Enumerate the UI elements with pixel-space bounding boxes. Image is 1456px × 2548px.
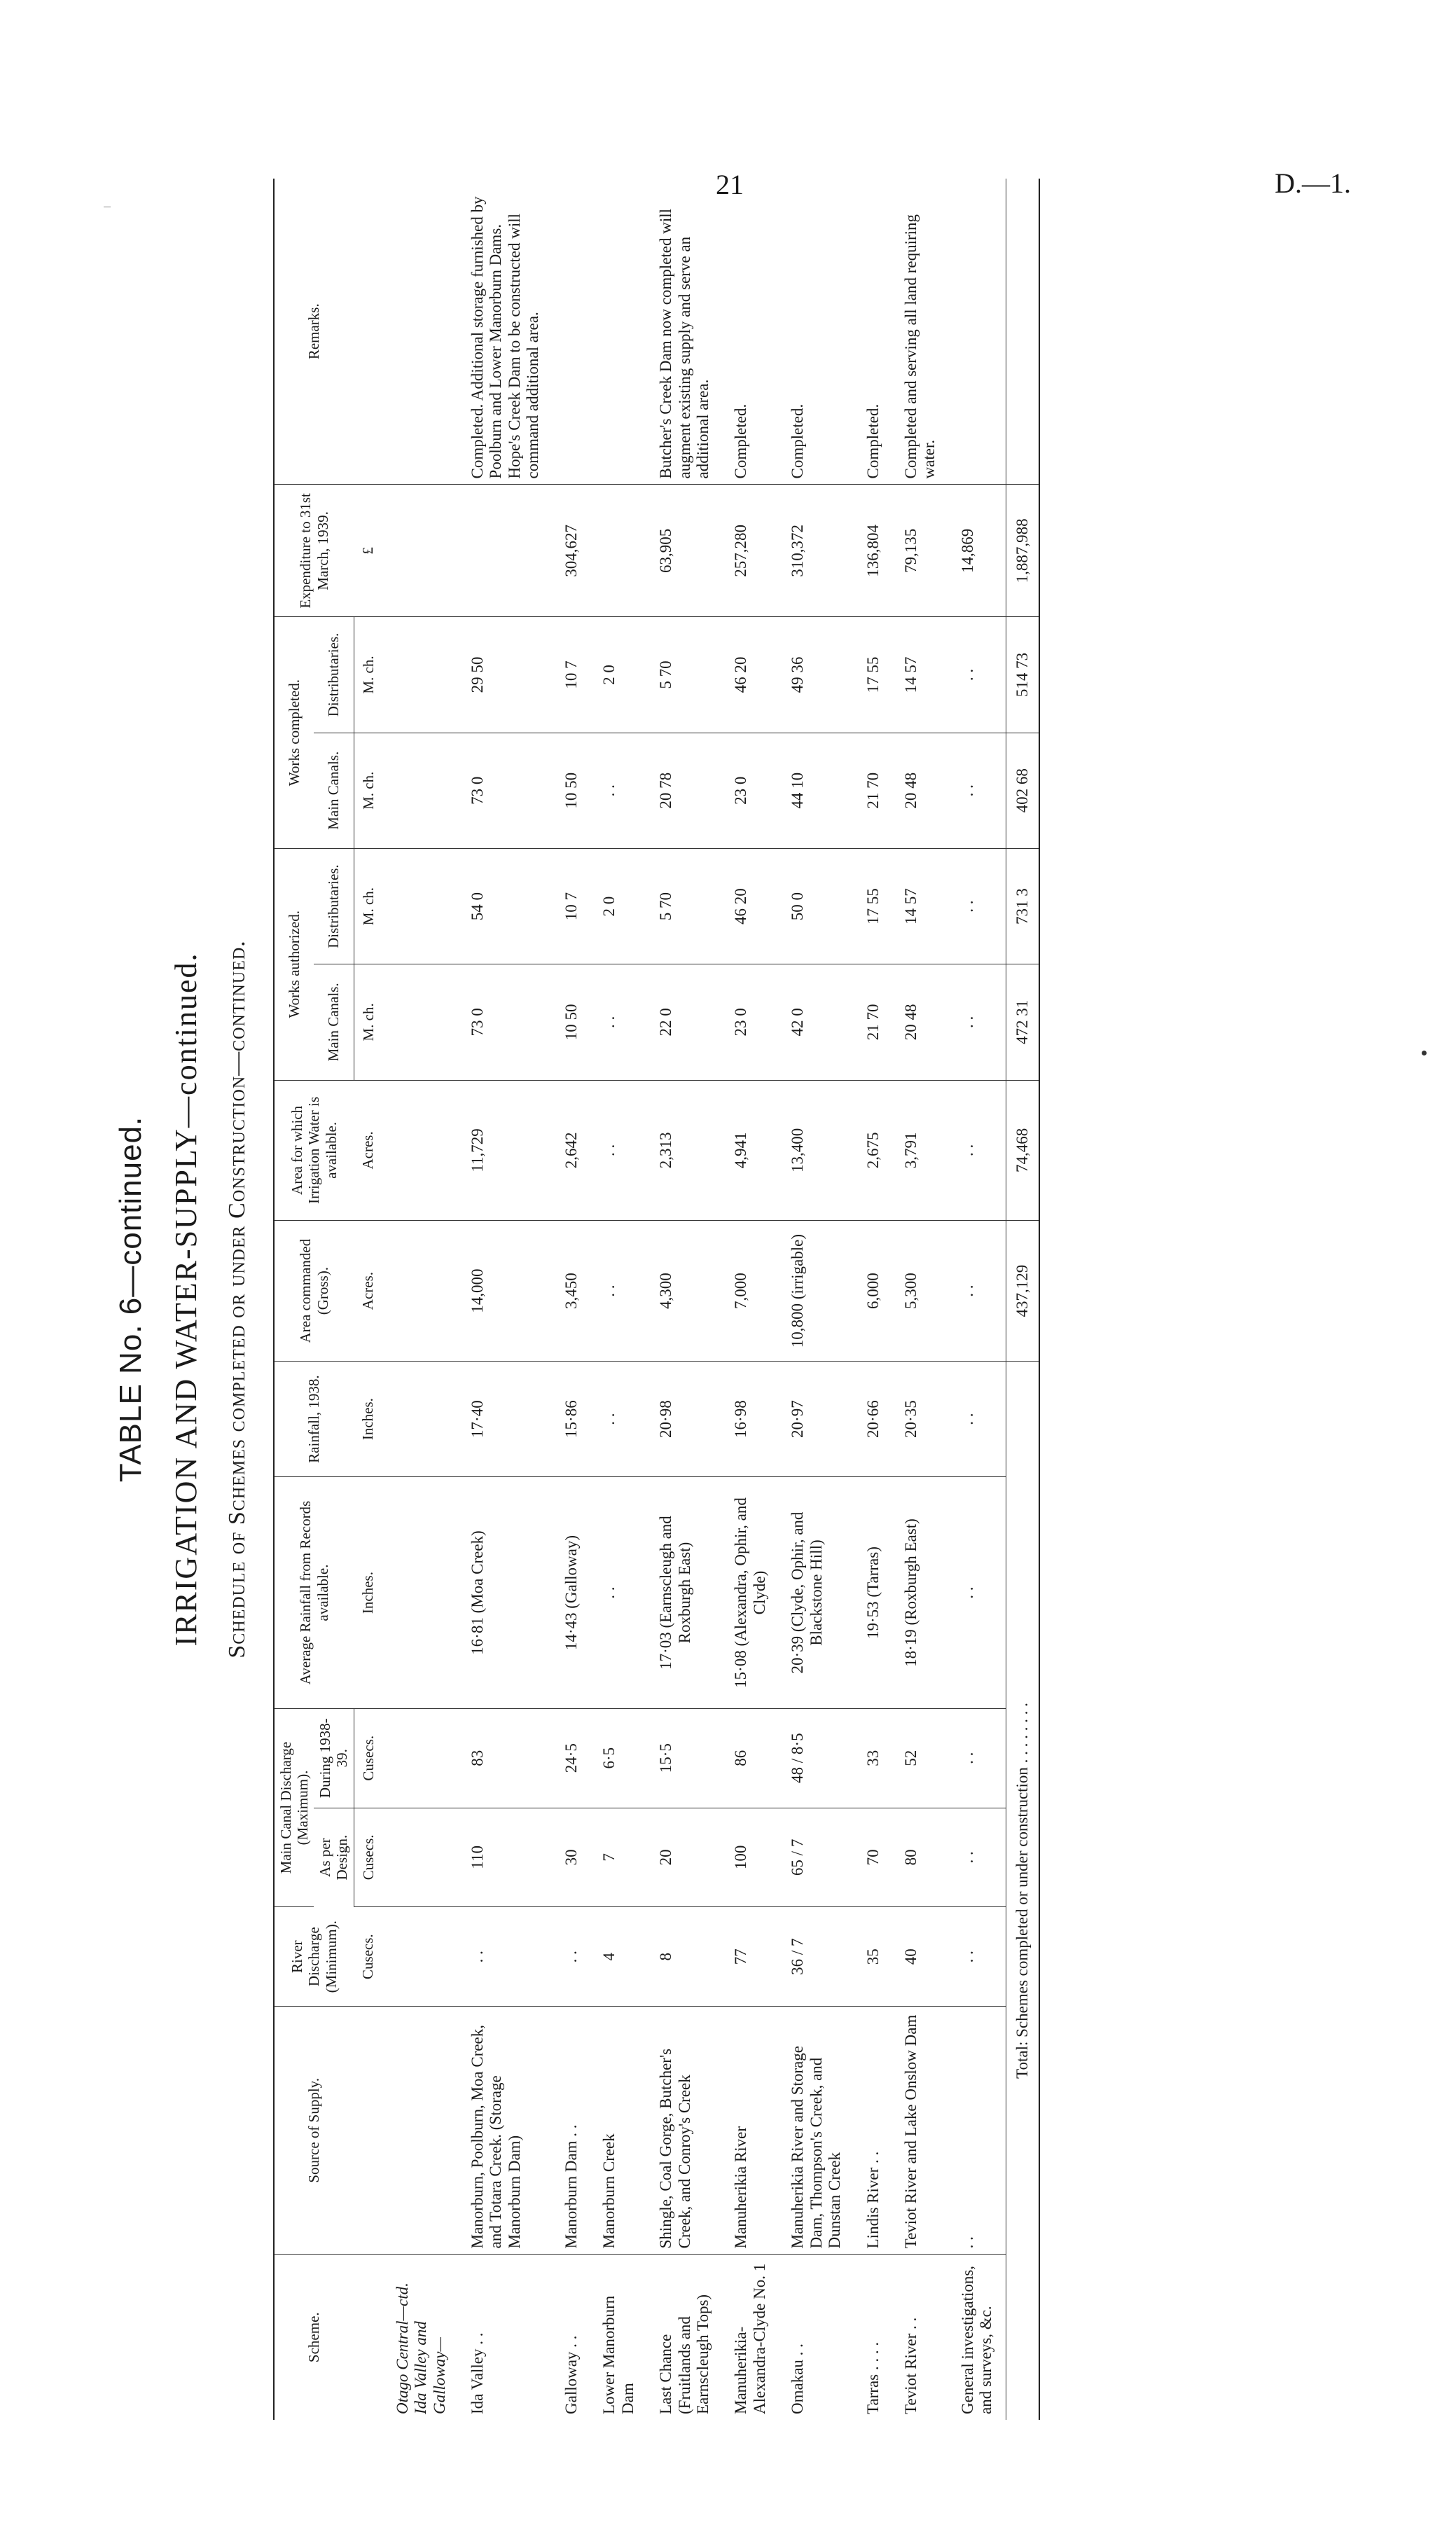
expenditure-cell (384, 485, 459, 617)
expenditure-cell: 136,804 (854, 485, 892, 617)
source-cell: . . (949, 2007, 1006, 2255)
header-authorized-distributaries: Distributaries. (314, 848, 354, 964)
table-row (647, 179, 722, 2420)
authorized-main-cell: . . (590, 964, 647, 1080)
source-cell (384, 2007, 459, 2255)
river-discharge-cell: 36 / 7 (779, 1907, 854, 2007)
table-row (892, 179, 949, 2420)
authorized-dist-cell: 10 7 (553, 848, 590, 964)
remarks-cell: Completed. (779, 179, 854, 485)
average-rainfall-cell: 20·39 (Clyde, Ophir, and Blackstone Hill) (779, 1477, 854, 1709)
expenditure-cell: 79,135 (892, 485, 949, 617)
design-discharge-cell: 70 (854, 1808, 892, 1907)
authorized-dist-cell: 46 20 (722, 848, 779, 964)
total-label: Total: Schemes completed or under construction . . . . . . . . (1006, 1361, 1039, 2420)
completed-dist-cell: 10 7 (553, 617, 590, 733)
remarks-cell (553, 179, 590, 485)
table-row (459, 179, 553, 2420)
unit-cell: M. ch. (354, 848, 384, 964)
completed-main-cell: 73 0 (459, 733, 553, 848)
during-discharge-cell: . . (949, 1708, 1006, 1808)
remarks-cell (384, 179, 459, 485)
scheme-cell: Manuherikia-Alexandra-Clyde No. 1 (732, 2263, 768, 2414)
total-row (1006, 179, 1039, 2420)
table-row (590, 179, 647, 2420)
area-commanded-cell: 14,000 (459, 1221, 553, 1362)
source-cell: Manuherikia River and Storage Dam, Thompson's Creek, and Dunstan Creek (779, 2007, 854, 2255)
completed-dist-cell: 14 57 (892, 617, 949, 733)
authorized-dist-cell (384, 848, 459, 964)
authorized-main-cell: 73 0 (459, 964, 553, 1080)
river-discharge-cell: . . (553, 1907, 590, 2007)
table-row (722, 179, 779, 2420)
design-discharge-cell: 100 (722, 1808, 779, 1907)
average-rainfall-cell (384, 1477, 459, 1709)
design-discharge-cell: 30 (553, 1808, 590, 1907)
authorized-main-cell: 23 0 (722, 964, 779, 1080)
total-completed-main: 402 68 (1006, 733, 1039, 848)
river-discharge-cell: 77 (722, 1907, 779, 2007)
authorized-dist-cell: 54 0 (459, 848, 553, 964)
authorized-main-cell: 21 70 (854, 964, 892, 1080)
source-cell: Lindis River . . (854, 2007, 892, 2255)
header-works-completed: Works completed. (274, 617, 314, 849)
during-discharge-cell: 6·5 (590, 1708, 647, 1808)
header-source: Source of Supply. (274, 2007, 354, 2255)
area-commanded-cell: 7,000 (722, 1221, 779, 1362)
unit-cell: M. ch. (354, 964, 384, 1080)
during-discharge-cell (384, 1708, 459, 1808)
unit-cell: M. ch. (354, 617, 384, 733)
design-discharge-cell: . . (949, 1808, 1006, 1907)
expenditure-cell: 63,905 (647, 485, 722, 617)
page-number: 21 (716, 169, 744, 200)
header-works-authorized: Works authorized. (274, 848, 314, 1080)
during-discharge-cell: 52 (892, 1708, 949, 1808)
completed-dist-cell: 46 20 (722, 617, 779, 733)
completed-main-cell: 20 78 (647, 733, 722, 848)
header-authorized-main-canals: Main Canals. (314, 964, 354, 1080)
unit-cell: Cusecs. (354, 1808, 384, 1907)
scheme-cell: Last Chance (Fruitlands and Earnscleugh Tops) (657, 2294, 712, 2414)
completed-dist-cell: . . (949, 617, 1006, 733)
total-expenditure: 1,887,988 (1006, 485, 1039, 617)
completed-dist-cell: 2 0 (590, 617, 647, 733)
area-commanded-cell: . . (949, 1221, 1006, 1362)
header-area-available: Area for which Irrigation Water is available. (274, 1080, 354, 1221)
during-discharge-cell: 15·5 (647, 1708, 722, 1808)
average-rainfall-cell: . . (949, 1477, 1006, 1709)
authorized-main-cell (384, 964, 459, 1080)
table-row (779, 179, 854, 2420)
rainfall-cell: 15·86 (553, 1361, 590, 1476)
authorized-main-cell: 22 0 (647, 964, 722, 1080)
remarks-cell: Completed and serving all land requiring water. (892, 179, 949, 485)
table-label: TABLE No. 6—continued. (113, 1116, 148, 1483)
rainfall-cell: 16·98 (722, 1361, 779, 1476)
remarks-cell: Completed. (854, 179, 892, 485)
area-available-cell: 2,313 (647, 1080, 722, 1221)
authorized-dist-cell: 17 55 (854, 848, 892, 964)
header-average-rainfall: Average Rainfall from Records available. (274, 1477, 354, 1709)
header-as-per-design: As per Design. (314, 1808, 354, 1907)
completed-main-cell: . . (949, 733, 1006, 848)
total-completed-dist: 514 73 (1006, 617, 1039, 733)
scheme-cell: Ida Valley . . (469, 2332, 487, 2414)
header-completed-distributaries: Distributaries. (314, 617, 354, 733)
unit-cell: £ (354, 485, 384, 617)
rainfall-cell: 20·97 (779, 1361, 854, 1476)
total-authorized-dist: 731 3 (1006, 848, 1039, 964)
irrigation-schedule-table (273, 179, 1040, 2420)
expenditure-cell (590, 485, 647, 617)
average-rainfall-cell: 18·19 (Roxburgh East) (892, 1477, 949, 1709)
area-commanded-cell: 10,800 (irrigable) (779, 1221, 854, 1362)
header-rainfall-1938: Rainfall, 1938. (274, 1361, 354, 1476)
header-river-discharge: River Discharge (Minimum). (274, 1907, 354, 2007)
rainfall-cell: . . (590, 1361, 647, 1476)
area-commanded-cell (384, 1221, 459, 1362)
during-discharge-cell: 33 (854, 1708, 892, 1808)
authorized-main-cell: 42 0 (779, 964, 854, 1080)
design-discharge-cell: 65 / 7 (779, 1808, 854, 1907)
river-discharge-cell: . . (459, 1907, 553, 2007)
completed-main-cell: 23 0 (722, 733, 779, 848)
document-reference: D.—1. (1275, 167, 1351, 199)
scheme-cell: Omakau . . (789, 2343, 807, 2414)
header-area-commanded: Area commanded (Gross). (274, 1221, 354, 1362)
header-canal-discharge: Main Canal Discharge (Maximum). (274, 1708, 314, 1906)
remarks-cell: Completed. (722, 179, 779, 485)
area-available-cell: . . (949, 1080, 1006, 1221)
completed-main-cell: 10 50 (553, 733, 590, 848)
area-commanded-cell: 5,300 (892, 1221, 949, 1362)
rainfall-cell: 20·35 (892, 1361, 949, 1476)
completed-main-cell: . . (590, 733, 647, 848)
total-authorized-main: 472 31 (1006, 964, 1039, 1080)
area-available-cell: 3,791 (892, 1080, 949, 1221)
table-row (553, 179, 590, 2420)
expenditure-cell: 257,280 (722, 485, 779, 617)
area-available-cell (384, 1080, 459, 1221)
completed-main-cell: 20 48 (892, 733, 949, 848)
header-completed-main-canals: Main Canals. (314, 733, 354, 848)
design-discharge-cell: 7 (590, 1808, 647, 1907)
river-discharge-cell (384, 1907, 459, 2007)
total-area-available: 74,468 (1006, 1080, 1039, 1221)
authorized-dist-cell: . . (949, 848, 1006, 964)
completed-main-cell: 44 10 (779, 733, 854, 848)
unit-cell: Cusecs. (354, 1708, 384, 1808)
source-cell: Manorburn Dam . . (553, 2007, 590, 2255)
source-cell: Manorburn, Poolburn, Moa Creek, and Totara Creek. (Storage Manorburn Dam) (459, 2007, 553, 2255)
during-discharge-cell: 24·5 (553, 1708, 590, 1808)
ink-speck (1422, 1051, 1427, 1055)
completed-dist-cell: 5 70 (647, 617, 722, 733)
scheme-cell: Otago Central—ctd. Ida Valley and Galloway— (393, 2283, 448, 2414)
remarks-cell: Completed. Additional storage furnished by Poolburn and Lower Manorburn Dams. Hope's Creek Dam to be constructed will command additional area. (459, 179, 553, 485)
source-cell: Manuherikia River (722, 2007, 779, 2255)
average-rainfall-cell: . . (590, 1477, 647, 1709)
area-commanded-cell: 4,300 (647, 1221, 722, 1362)
authorized-main-cell: . . (949, 964, 1006, 1080)
authorized-dist-cell: 14 57 (892, 848, 949, 964)
completed-dist-cell: 49 36 (779, 617, 854, 733)
average-rainfall-cell: 15·08 (Alexandra, Ophir, and Clyde) (722, 1477, 779, 1709)
scheme-cell: General investigations, and surveys, &c. (958, 2265, 995, 2414)
rainfall-cell: . . (949, 1361, 1006, 1476)
source-cell: Shingle, Coal Gorge, Butcher's Creek, and Conroy's Creek (647, 2007, 722, 2255)
remarks-cell (590, 179, 647, 485)
unit-cell: Acres. (354, 1221, 384, 1362)
unit-cell: Inches. (354, 1477, 384, 1709)
table-row (384, 179, 459, 2420)
header-remarks: Remarks. (274, 179, 354, 485)
unit-cell: Acres. (354, 1080, 384, 1221)
header-expenditure: Expenditure to 31st March, 1939. (274, 485, 354, 617)
scheme-cell: Galloway . . (562, 2335, 580, 2414)
authorized-dist-cell: 5 70 (647, 848, 722, 964)
scheme-cell: Teviot River . . (902, 2317, 920, 2414)
river-discharge-cell: 8 (647, 1907, 722, 2007)
rainfall-cell: 17·40 (459, 1361, 553, 1476)
authorized-dist-cell: 50 0 (779, 848, 854, 964)
rainfall-cell (384, 1361, 459, 1476)
completed-dist-cell: 17 55 (854, 617, 892, 733)
expenditure-cell: 310,372 (779, 485, 854, 617)
remarks-cell: Butcher's Creek Dam now completed will augment existing supply and serve an additional area. (647, 179, 722, 485)
average-rainfall-cell: 16·81 (Moa Creek) (459, 1477, 553, 1709)
unit-cell: M. ch. (354, 733, 384, 848)
remarks-cell (949, 179, 1006, 485)
during-discharge-cell: 83 (459, 1708, 553, 1808)
authorized-main-cell: 10 50 (553, 964, 590, 1080)
river-discharge-cell: 4 (590, 1907, 647, 2007)
area-available-cell: 13,400 (779, 1080, 854, 1221)
average-rainfall-cell: 14·43 (Galloway) (553, 1477, 590, 1709)
table-row (854, 179, 892, 2420)
expenditure-cell: 304,627 (553, 485, 590, 617)
table-row (949, 179, 1006, 2420)
header-during-1938-39: During 1938-39. (314, 1708, 354, 1808)
expenditure-cell (459, 485, 553, 617)
area-available-cell: 4,941 (722, 1080, 779, 1221)
area-available-cell: 2,675 (854, 1080, 892, 1221)
river-discharge-cell: . . (949, 1907, 1006, 2007)
expenditure-cell: 14,869 (949, 485, 1006, 617)
design-discharge-cell: 20 (647, 1808, 722, 1907)
units-row (354, 179, 384, 2420)
completed-dist-cell (384, 617, 459, 733)
authorized-main-cell: 20 48 (892, 964, 949, 1080)
total-area-commanded: 437,129 (1006, 1221, 1039, 1362)
main-title: IRRIGATION AND WATER-SUPPLY—continued. (169, 952, 203, 1647)
scheme-cell: Tarras . . . . (864, 2341, 882, 2414)
rainfall-cell: 20·66 (854, 1361, 892, 1476)
design-discharge-cell: 80 (892, 1808, 949, 1907)
completed-dist-cell: 29 50 (459, 617, 553, 733)
river-discharge-cell: 35 (854, 1907, 892, 2007)
rotated-table-sheet (98, 179, 1079, 2420)
area-commanded-cell: 6,000 (854, 1221, 892, 1362)
rainfall-cell: 20·98 (647, 1361, 722, 1476)
area-commanded-cell: . . (590, 1221, 647, 1362)
completed-main-cell: 21 70 (854, 733, 892, 848)
authorized-dist-cell: 2 0 (590, 848, 647, 964)
unit-cell: Cusecs. (354, 1907, 384, 2007)
unit-cell: Inches. (354, 1361, 384, 1476)
area-commanded-cell: 3,450 (553, 1221, 590, 1362)
design-discharge-cell: 110 (459, 1808, 553, 1907)
area-available-cell: 11,729 (459, 1080, 553, 1221)
average-rainfall-cell: 17·03 (Earnscleugh and Roxburgh East) (647, 1477, 722, 1709)
scheme-cell: Lower Manorburn Dam (600, 2295, 637, 2414)
source-cell: Manorburn Creek (590, 2007, 647, 2255)
sub-title: Schedule of Schemes completed or under Construction—continued. (224, 940, 250, 1659)
during-discharge-cell: 48 / 8·5 (779, 1708, 854, 1808)
average-rainfall-cell: 19·53 (Tarras) (854, 1477, 892, 1709)
header-scheme: Scheme. (274, 2255, 354, 2420)
design-discharge-cell (384, 1808, 459, 1907)
source-cell: Teviot River and Lake Onslow Dam (892, 2007, 949, 2255)
area-available-cell: . . (590, 1080, 647, 1221)
river-discharge-cell: 40 (892, 1907, 949, 2007)
during-discharge-cell: 86 (722, 1708, 779, 1808)
area-available-cell: 2,642 (553, 1080, 590, 1221)
completed-main-cell (384, 733, 459, 848)
